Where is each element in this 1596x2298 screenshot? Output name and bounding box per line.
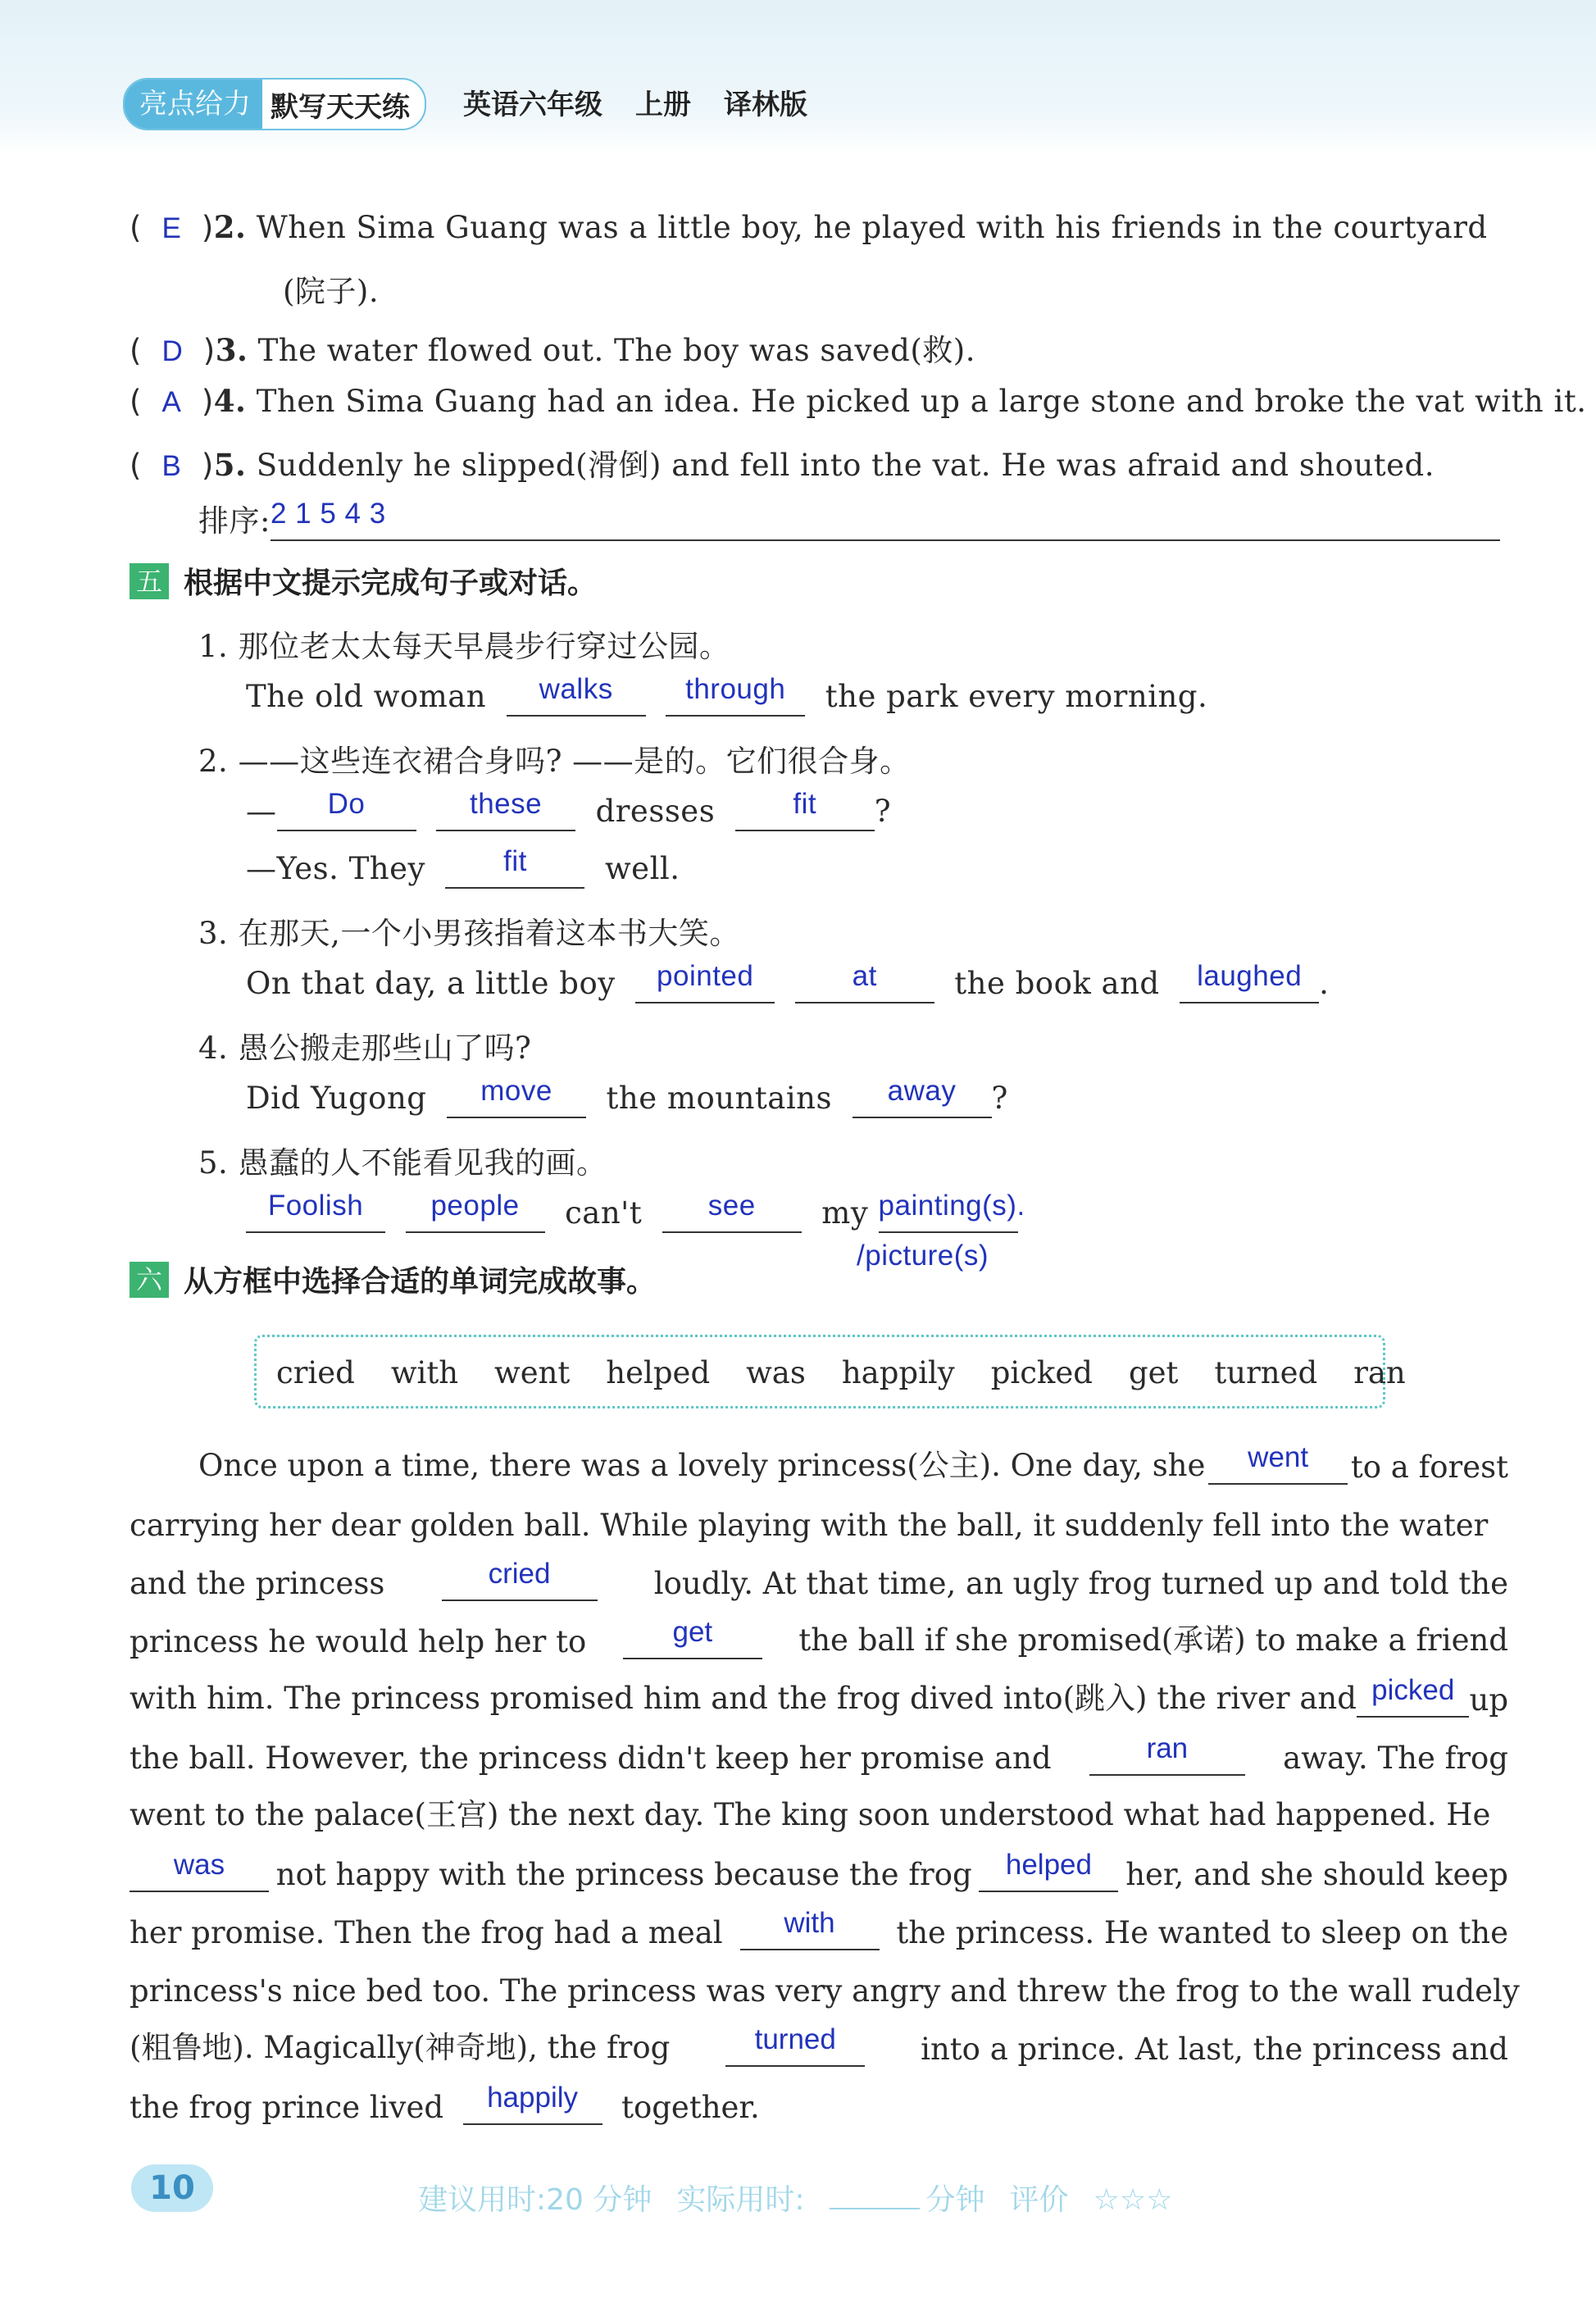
order-label: 排序: xyxy=(198,503,271,539)
word-option: turned xyxy=(1214,1355,1318,1390)
page-number: 10 xyxy=(131,2164,213,2212)
item-number: 4. xyxy=(213,383,247,419)
rating-label: 评价 xyxy=(1009,2183,1069,2217)
brand-badge xyxy=(123,78,426,130)
word-option: went xyxy=(494,1355,571,1390)
answer: get xyxy=(672,1615,713,1648)
section-6-header xyxy=(130,1258,656,1300)
order-answer: B xyxy=(161,450,182,482)
rating-stars-icon: ☆☆☆ xyxy=(1093,2183,1173,2217)
order-answer-sequence: 2 1 5 4 3 xyxy=(270,498,386,530)
subject: 英语六年级 xyxy=(463,89,602,121)
order-answer: D xyxy=(161,335,184,367)
volume: 上册 xyxy=(635,89,691,121)
section-title: 从方框中选择合适的单词完成故事。 xyxy=(184,1265,657,1299)
answer: these xyxy=(469,788,543,820)
answer: at xyxy=(852,960,877,992)
section-badge: 六 xyxy=(130,1262,169,1298)
actual-time-label: 实际用时: xyxy=(676,2183,805,2217)
item-number: 2. xyxy=(213,209,247,245)
word-option: happily xyxy=(841,1355,955,1390)
q3-en: On that day, a little boy pointed at the book and laughed . xyxy=(246,966,1329,1003)
item-number: 5. xyxy=(213,447,247,483)
order-item-2-cont: (院子). xyxy=(283,274,380,309)
answer: laughed xyxy=(1197,960,1303,992)
q4-en: Did Yugong move the mountains away ? xyxy=(246,1081,1008,1118)
word-option: was xyxy=(746,1355,806,1390)
q5-answer-alt: /picture(s) xyxy=(857,1240,989,1272)
order-answer: A xyxy=(161,386,182,418)
order-item-3: ( D )3. The water flowed out. The boy was saved(救). xyxy=(130,332,975,368)
answer: move xyxy=(480,1075,552,1107)
order-item-5: ( B )5. Suddenly he slipped(滑倒) and fell into the vat. He was afraid and shouted. xyxy=(130,447,1435,483)
item-text: When Sima Guang was a little boy, he played with his friends in the courtyard xyxy=(256,210,1488,245)
word-option: with xyxy=(390,1355,459,1390)
answer: fit xyxy=(793,788,817,820)
answer: was xyxy=(173,1848,225,1881)
footer-timing xyxy=(418,2177,1197,2218)
answer: happily xyxy=(487,2081,579,2114)
q5-en: Foolish people can't see my painting(s). xyxy=(246,1195,1018,1233)
item-text: The water flowed out. The boy was saved(救). xyxy=(257,333,975,368)
order-sequence xyxy=(198,496,1500,541)
order-answer: E xyxy=(161,212,182,244)
book-info xyxy=(463,82,840,122)
answer: turned xyxy=(754,2023,836,2055)
brand-right: 默写天天练 xyxy=(271,90,410,124)
answer: see xyxy=(707,1190,756,1222)
suggested-time: 建议用时:20 分钟 xyxy=(418,2183,652,2217)
answer: through xyxy=(685,673,786,705)
q4-cn: 4. 愚公搬走那些山了吗? xyxy=(198,1031,532,1066)
word-option: ran xyxy=(1353,1355,1406,1390)
word-list xyxy=(276,1355,1406,1390)
answer: ran xyxy=(1146,1731,1189,1764)
q2-en: — Do these dresses fit ? xyxy=(246,794,891,831)
answer: cried xyxy=(488,1557,551,1590)
section-5-header xyxy=(130,560,597,602)
answer: away xyxy=(887,1075,957,1107)
word-option: get xyxy=(1128,1355,1179,1390)
word-option: cried xyxy=(276,1355,355,1390)
q1-cn: 1. 那位老太太每天早晨步行穿过公园。 xyxy=(198,629,730,664)
story: Once upon a time, there was a lovely princess(公主). One day, she went to a forest carrying her dear golden ball. While playing with the ball, it suddenly fell into the water and the princess cried loudly. At that time, an ugly frog turned up and told the princess he would help her to get the ball if she promised(承诺) to make a friend with him. The princess promised him and the frog dived into(跳入) the river and picked up the ball. However, the princess didn't keep her promise and ran away. The frog went to the palace(王宫) the next day. The king soon understood what had happened. He was not happy with the princess because the frog helped her, and she should keep her promise. Then the frog had a meal with the princess. He wanted to sleep on the princess's nice bed too. The princess was very angry and threw the frog to the wall rudely (粗鲁地). Magically(神奇地), the frog turned into a prince. At last, the princess and the frog prince lived happily together. xyxy=(130,1440,1520,2125)
q5-cn: 5. 愚蠢的人不能看见我的画。 xyxy=(198,1145,607,1181)
q2-en-reply: —Yes. They fit well. xyxy=(246,851,680,889)
answer: with xyxy=(784,1906,835,1939)
order-item-2: ( E )2. When Sima Guang was a little boy, he played with his friends in the courtyard xyxy=(130,209,1488,245)
brand-left: 亮点给力 xyxy=(125,80,262,129)
word-option: picked xyxy=(990,1355,1093,1390)
q1-en: The old woman walks through the park every morning. xyxy=(246,679,1207,717)
answer: painting(s). xyxy=(878,1190,1025,1222)
answer: Foolish xyxy=(267,1190,364,1222)
answer: went xyxy=(1248,1440,1309,1473)
item-text: Then Sima Guang had an idea. He picked up a large stone and broke the vat with it. xyxy=(256,384,1587,419)
order-item-4: ( A )4. Then Sima Guang had an idea. He picked up a large stone and broke the vat with it. xyxy=(130,383,1587,419)
section-title: 根据中文提示完成句子或对话。 xyxy=(184,567,598,600)
answer: Do xyxy=(327,788,366,820)
word-box xyxy=(254,1335,1406,1408)
section-badge: 五 xyxy=(130,563,169,599)
q3-cn: 3. 在那天,一个小男孩指着这本书大笑。 xyxy=(198,916,740,951)
edition: 译林版 xyxy=(724,89,807,121)
answer: picked xyxy=(1371,1673,1455,1706)
answer: walks xyxy=(539,673,613,705)
word-option: helped xyxy=(606,1355,711,1390)
minutes-label: 分钟 xyxy=(925,2183,985,2217)
answer: helped xyxy=(1005,1848,1092,1881)
answer: fit xyxy=(503,845,527,877)
q2-cn: 2. ——这些连衣裙合身吗? ——是的。它们很合身。 xyxy=(198,744,911,779)
answer: people xyxy=(430,1190,520,1222)
answer: pointed xyxy=(657,960,754,992)
item-number: 3. xyxy=(215,332,248,368)
item-text: Suddenly he slipped(滑倒) and fell into the vat. He was afraid and shouted. xyxy=(256,448,1435,483)
